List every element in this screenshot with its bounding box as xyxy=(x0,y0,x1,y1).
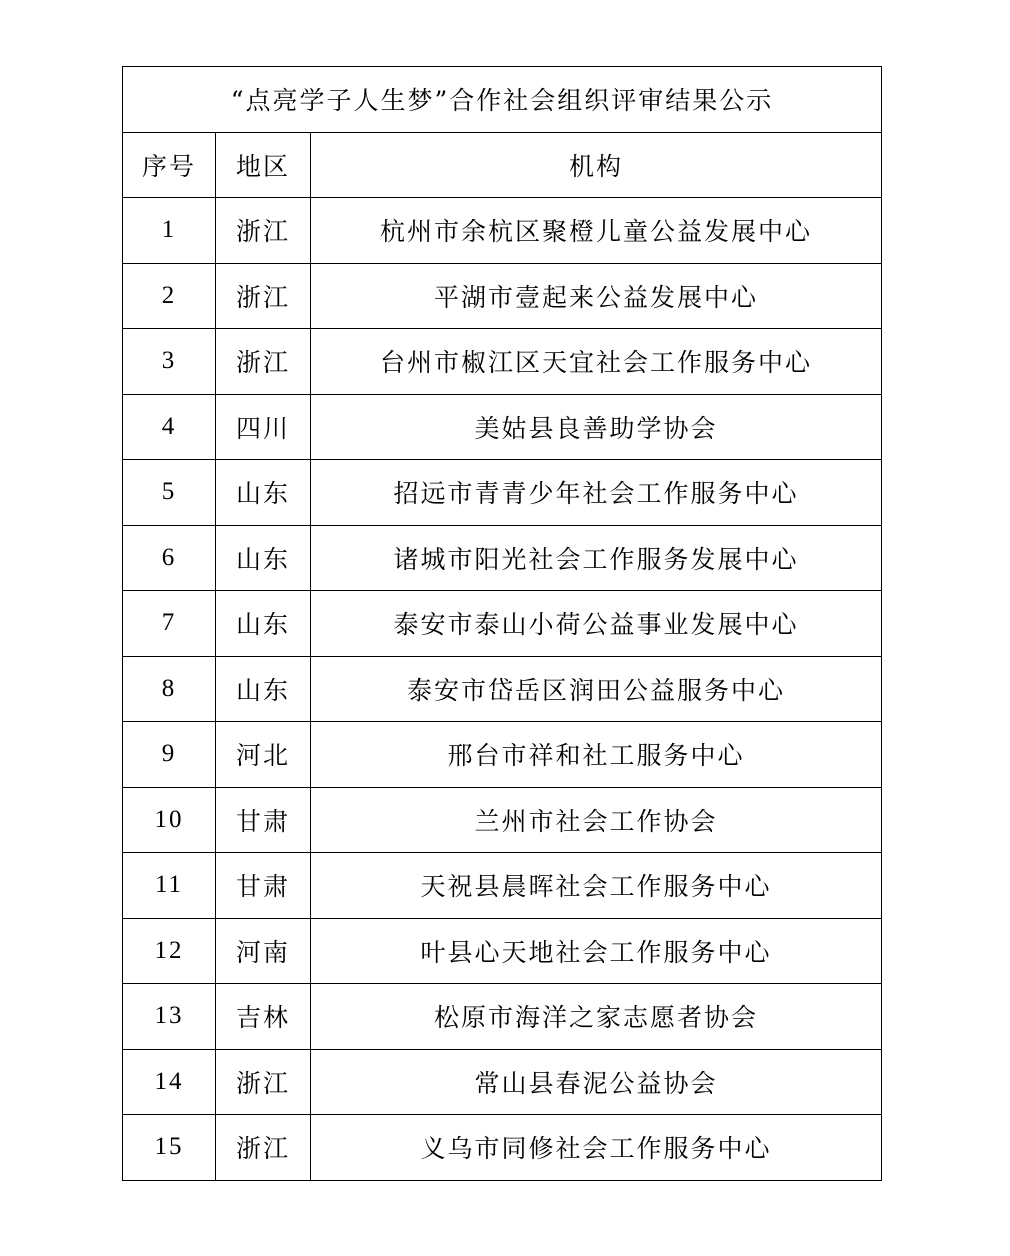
header-region: 地区 xyxy=(216,132,311,198)
region-cell: 甘肃 xyxy=(216,787,311,853)
seq-cell: 4 xyxy=(123,394,216,460)
region-cell: 甘肃 xyxy=(216,853,311,919)
table-row xyxy=(123,198,882,264)
seq-cell: 1 xyxy=(123,198,216,264)
seq-cell: 7 xyxy=(123,591,216,657)
seq-cell: 2 xyxy=(123,263,216,329)
region-cell: 浙江 xyxy=(216,329,311,395)
region-cell: 河南 xyxy=(216,918,311,984)
table-row xyxy=(123,722,882,788)
region-cell: 山东 xyxy=(216,656,311,722)
region-cell: 四川 xyxy=(216,394,311,460)
org-cell: 义乌市同修社会工作服务中心 xyxy=(311,1115,882,1181)
region-cell: 浙江 xyxy=(216,1049,311,1115)
table-row xyxy=(123,394,882,460)
seq-cell: 9 xyxy=(123,722,216,788)
seq-cell: 11 xyxy=(123,853,216,919)
seq-cell: 5 xyxy=(123,460,216,526)
seq-cell: 10 xyxy=(123,787,216,853)
table-row xyxy=(123,263,882,329)
seq-cell: 8 xyxy=(123,656,216,722)
org-cell: 天祝县晨晖社会工作服务中心 xyxy=(311,853,882,919)
org-cell: 松原市海洋之家志愿者协会 xyxy=(311,984,882,1050)
seq-cell: 12 xyxy=(123,918,216,984)
org-cell: 台州市椒江区天宜社会工作服务中心 xyxy=(311,329,882,395)
header-org: 机构 xyxy=(311,132,882,198)
table-row xyxy=(123,1049,882,1115)
org-cell: 叶县心天地社会工作服务中心 xyxy=(311,918,882,984)
table-row xyxy=(123,460,882,526)
table-row xyxy=(123,787,882,853)
region-cell: 浙江 xyxy=(216,1115,311,1181)
result-table xyxy=(122,66,882,1181)
region-cell: 河北 xyxy=(216,722,311,788)
org-cell: 杭州市余杭区聚橙儿童公益发展中心 xyxy=(311,198,882,264)
org-cell: 泰安市岱岳区润田公益服务中心 xyxy=(311,656,882,722)
org-cell: 美姑县良善助学协会 xyxy=(311,394,882,460)
org-cell: 诸城市阳光社会工作服务发展中心 xyxy=(311,525,882,591)
region-cell: 山东 xyxy=(216,591,311,657)
table-title: “点亮学子人生梦”合作社会组织评审结果公示 xyxy=(123,67,882,133)
seq-cell: 6 xyxy=(123,525,216,591)
org-cell: 泰安市泰山小荷公益事业发展中心 xyxy=(311,591,882,657)
org-cell: 常山县春泥公益协会 xyxy=(311,1049,882,1115)
header-seq: 序号 xyxy=(123,132,216,198)
region-cell: 浙江 xyxy=(216,198,311,264)
table-row xyxy=(123,591,882,657)
org-cell: 平湖市壹起来公益发展中心 xyxy=(311,263,882,329)
seq-cell: 14 xyxy=(123,1049,216,1115)
org-cell: 兰州市社会工作协会 xyxy=(311,787,882,853)
table-row xyxy=(123,1115,882,1181)
table-row xyxy=(123,984,882,1050)
table-row xyxy=(123,329,882,395)
title-row xyxy=(123,67,882,133)
org-cell: 招远市青青少年社会工作服务中心 xyxy=(311,460,882,526)
table-row xyxy=(123,853,882,919)
table-row xyxy=(123,525,882,591)
region-cell: 山东 xyxy=(216,525,311,591)
table-row xyxy=(123,656,882,722)
region-cell: 山东 xyxy=(216,460,311,526)
region-cell: 吉林 xyxy=(216,984,311,1050)
header-row xyxy=(123,132,882,198)
table-row xyxy=(123,918,882,984)
region-cell: 浙江 xyxy=(216,263,311,329)
org-cell: 邢台市祥和社工服务中心 xyxy=(311,722,882,788)
seq-cell: 3 xyxy=(123,329,216,395)
seq-cell: 15 xyxy=(123,1115,216,1181)
seq-cell: 13 xyxy=(123,984,216,1050)
